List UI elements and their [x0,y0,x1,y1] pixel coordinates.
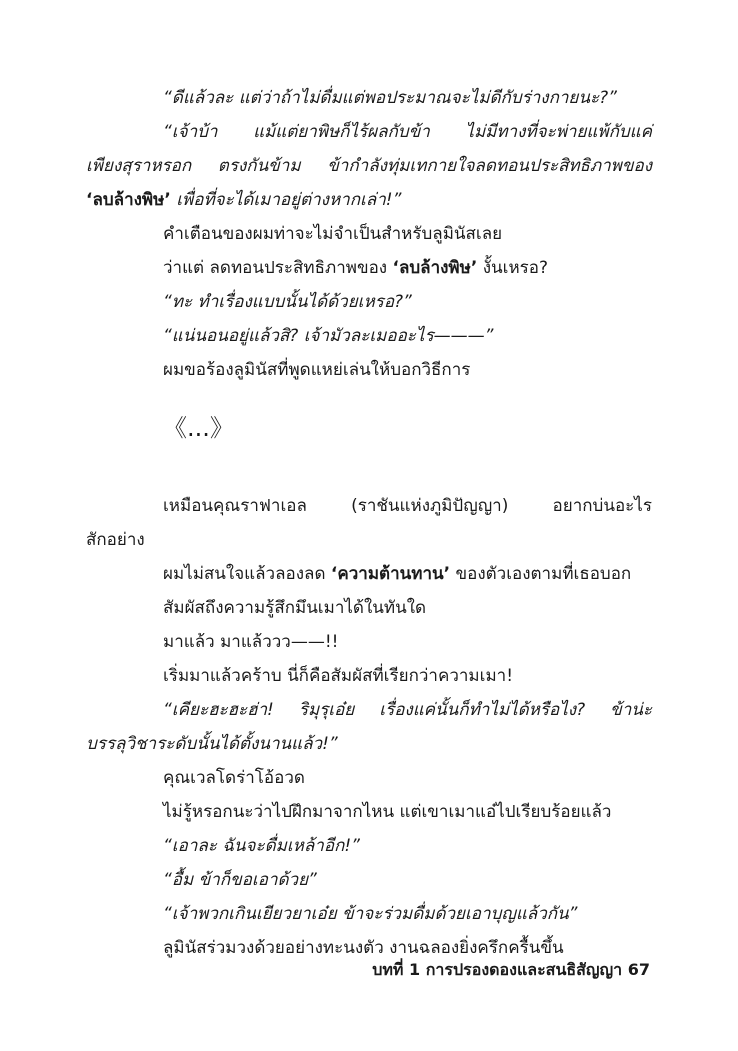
paragraph-line: “ทะ ทำเรื่องแบบนั้นได้ด้วยเหรอ?” [163,292,412,312]
paragraph-text: ผมไม่สนใจแล้วลองลด [163,564,331,584]
paragraph-line [163,256,548,280]
paragraph-line: บรรลุวิชาระดับนั้นได้ตั้งนานแล้ว!” [86,734,338,754]
raphael-voice-marker: 《...》 [163,414,234,442]
paragraph-line: เริ่มมาแล้วคร้าบ นี่ก็คือสัมผัสที่เรียกว่าความเมา! [163,666,514,686]
skill-name: ‘ความต้านทาน’ [330,564,451,584]
paragraph-line: คุณเวลโดร่าโอ้อวด [163,768,305,788]
paragraph-line: เหมือนคุณราฟาเอล (ราชันแห่งภูมิปัญญา) อยากบ่นอะไร [163,496,652,516]
paragraph-line: ลูมินัสร่วมวงด้วยอย่างทะนงตัว งานฉลองยิ่งครึกครื้นขึ้น [163,938,564,958]
paragraph-text: ว่าแต่ ลดทอนประสิทธิภาพของ [163,258,393,278]
paragraph-text: เพื่อที่จะได้เมาอยู่ต่างหากเล่า!” [170,190,402,210]
paragraph-line: สัมผัสถึงความรู้สึกมึนเมาได้ในทันใด [163,598,427,618]
paragraph-line [163,562,631,586]
skill-name: ‘ลบล้างพิษ’ [392,258,478,278]
paragraph-line: ไม่รู้หรอกนะว่าไปฝึกมาจากไหน แต่เขาเมาแอ๋ไปเรียบร้อยแล้ว [163,802,612,822]
paragraph-line: ผมขอร้องลูมินัสที่พูดแหย่เล่นให้บอกวิธีการ [163,360,471,380]
paragraph-line: เพียงสุราหรอก ตรงกันข้าม ข้ากำลังทุ่มเทกายใจลดทอนประสิทธิภาพของ [86,156,652,176]
paragraph-line: สักอย่าง [86,530,145,550]
page-footer: บทที่ 1 การปรองดองและสนธิสัญญา 67 [372,960,650,979]
paragraph-line: มาแล้ว มาแล้ววว——!! [163,632,339,652]
skill-name: ‘ลบล้างพิษ’ [86,190,171,210]
paragraph-line: “แน่นอนอยู่แล้วสิ? เจ้ามัวละเมออะไร———” [163,326,494,346]
paragraph-line [86,188,401,212]
paragraph-text: งั้นเหรอ? [477,258,549,278]
paragraph-line: “เจ้าบ้า แม้แต่ยาพิษก็ไร้ผลกับข้า ไม่มีทางที่จะพ่ายแพ้กับแค่ [163,122,652,142]
paragraph-line: “ดีแล้วละ แต่ว่าถ้าไม่ดื่มแต่พอประมาณจะไม่ดีกับร่างกายนะ?” [163,88,617,108]
paragraph-line: “อื้ม ข้าก็ขอเอาด้วย” [163,870,317,890]
paragraph-text: ของตัวเองตามที่เธอบอก [450,564,632,584]
paragraph-line: “เจ้าพวกเกินเยียวยาเอ๋ย ข้าจะร่วมดื่มด้วยเอาบุญแล้วกัน” [163,904,578,924]
paragraph-line: “เคียะฮะฮะฮ่า! ริมุรุเอ๋ย เรื่องแค่นั้นก็ทำไม่ได้หรือไง? ข้าน่ะ [163,700,652,720]
paragraph-line: คำเตือนของผมท่าจะไม่จำเป็นสำหรับลูมินัสเลย [163,224,503,244]
paragraph-line: “เอาละ ฉันจะดื่มเหล้าอีก!” [163,836,360,856]
